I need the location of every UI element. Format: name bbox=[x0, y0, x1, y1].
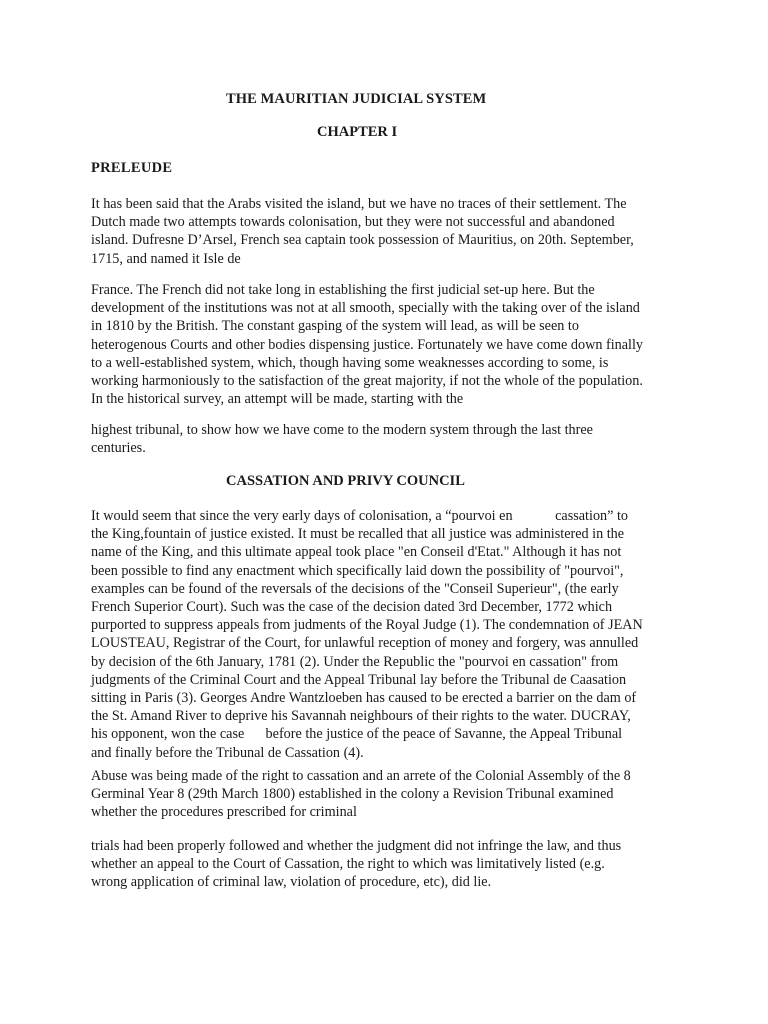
text-line: his opponent, won the case before the justice of the peace of Savanne, the Appeal Tribunal bbox=[91, 726, 623, 743]
text-line: LOUSTEAU, Registrar of the Court, for unlawful reception of money and forgery, was annulled bbox=[91, 635, 639, 652]
text-line: heterogenous Courts and other bodies dispensing justice. Fortunately we have come down finally bbox=[91, 336, 644, 353]
paragraph bbox=[91, 421, 687, 457]
text-line: French Superior Court). Such was the case of the decision dated 3rd December, 1772 which bbox=[91, 599, 613, 616]
text-line: 1715, and named it Isle de bbox=[91, 250, 241, 267]
text-line: trials had been properly followed and whether the judgment did not infringe the law, and thus bbox=[91, 838, 622, 854]
text-line: by decision of the 6th January, 1781 (2). Under the Republic the "pourvoi en cassation" from bbox=[91, 653, 619, 670]
text-line: the St. Amand River to deprive his Savannah neighbours of their rights to the water. DUCRAY, bbox=[91, 708, 631, 725]
paragraph bbox=[91, 281, 687, 408]
text-line: purported to suppress appeals from judments of the Royal Judge (1). The condemnation of JEAN bbox=[91, 617, 643, 634]
text-line: been possible to find any enactment which specifically laid down the possibility of "pourvoi", bbox=[91, 562, 624, 579]
text-line: France. The French did not take long in establishing the first judicial set-up here. But the bbox=[91, 282, 595, 298]
chapter-heading: CHAPTER I bbox=[317, 124, 398, 140]
text-line: and finally before the Tribunal de Cassation (4). bbox=[91, 744, 364, 761]
text-line: sitting in Paris (3). Georges Andre Wantzloeben has caused to be erected a barrier on the dam of bbox=[91, 690, 637, 707]
text-line: in 1810 by the British. The constant gasping of the system will lead, as will be seen to bbox=[91, 318, 579, 335]
text-line: name of the King, and this ultimate appeal took place "en Conseil d'Etat." Although it has not bbox=[91, 544, 622, 561]
text-line: examples can be found of the reversals of the decisions of the "Conseil Superieur", (the early bbox=[91, 580, 619, 597]
text-line: wrong application of criminal law, violation of procedure, etc), did lie. bbox=[91, 874, 492, 891]
text-line: Abuse was being made of the right to cassation and an arrete of the Colonial Assembly of the 8 bbox=[91, 768, 631, 784]
text-line: In the historical survey, an attempt will be made, starting with the bbox=[91, 391, 464, 408]
text-line: It has been said that the Arabs visited the island, but we have no traces of their settlement. The bbox=[91, 196, 627, 212]
paragraph bbox=[91, 507, 687, 762]
paragraph bbox=[91, 767, 687, 822]
text-line: Dutch made two attempts towards colonisation, but they were not successful and abandoned bbox=[91, 214, 615, 231]
text-line: It would seem that since the very early days of colonisation, a “pourvoi en cassation” to bbox=[91, 508, 629, 524]
text-line: highest tribunal, to show how we have come to the modern system through the last three bbox=[91, 422, 593, 438]
paragraph bbox=[91, 195, 687, 268]
text-line: working harmoniously to the satisfaction of the great majority, if not the whole of the population. bbox=[91, 373, 643, 390]
text-line: whether an appeal to the Court of Cassation, the right to which was limitatively listed (e.g. bbox=[91, 856, 605, 873]
text-line: island. Dufresne D’Arsel, French sea captain took possession of Mauritius, on 20th. September, bbox=[91, 232, 634, 249]
paragraph bbox=[91, 837, 687, 892]
section-heading-preleude: PRELEUDE bbox=[91, 160, 173, 176]
text-line: centuries. bbox=[91, 440, 146, 457]
text-line: whether the procedures prescribed for criminal bbox=[91, 804, 357, 821]
text-line: the King,fountain of justice existed. It must be recalled that all justice was administered in the bbox=[91, 526, 625, 543]
text-line: Germinal Year 8 (29th March 1800) established in the colony a Revision Tribunal examined bbox=[91, 786, 614, 803]
document-title: THE MAURITIAN JUDICIAL SYSTEM bbox=[226, 91, 487, 107]
section-heading-cassation: CASSATION AND PRIVY COUNCIL bbox=[226, 473, 465, 489]
text-line: development of the institutions was not at all smooth, specially with the taking over of the island bbox=[91, 300, 640, 317]
text-line: judgments of the Criminal Court and the Appeal Tribunal lay before the Tribunal de Caasation bbox=[91, 671, 627, 688]
text-line: to a well-established system, which, though having some weaknesses according to some, is bbox=[91, 354, 609, 371]
